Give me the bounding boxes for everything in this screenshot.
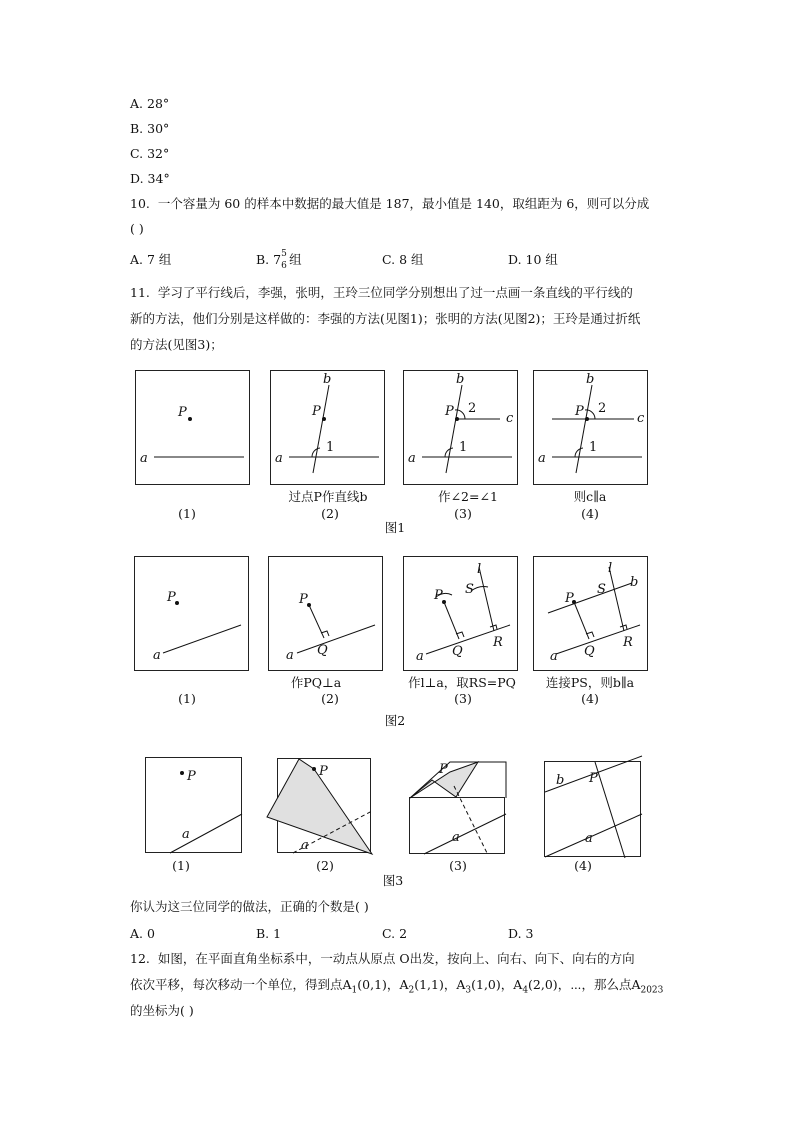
point-a1: $A_1(0,1)$ (342, 977, 387, 996)
q10-option-b: B. 7 5 6 组 (256, 249, 302, 271)
fig3-panel-1 (145, 757, 242, 853)
fig2-caption-3: 作l⊥a，取RS=PQ (408, 675, 516, 690)
q10-stem: 10. 一个容量为 60 的样本中数据的最大值是 187，最小值是 140，取组距为 6，则可以分成 (130, 196, 650, 211)
label-1: 1 (459, 440, 468, 455)
fig1-caption-4: 则c∥a (573, 489, 607, 504)
label-2: 2 (468, 401, 477, 416)
fig3-panel-1-drawing (146, 758, 243, 854)
point-p (188, 417, 192, 421)
line-b (576, 385, 592, 473)
fig1-panel-2 (270, 370, 385, 485)
label-p: P (589, 771, 598, 786)
q9-option-c: C. 32° (130, 146, 170, 161)
point-p (455, 417, 459, 421)
q11-stem-line2: 新的方法，他们分别是这样做的：李强的方法(见图1)；张明的方法(见图2)；王玲是通过折纸 (130, 311, 641, 326)
label-a: a (550, 649, 558, 664)
label-p: P (434, 588, 443, 603)
label-q: Q (584, 644, 595, 659)
fig2-panel-4-drawing (534, 557, 649, 672)
label-s: S (597, 582, 606, 597)
q9-option-a: A. 28° (130, 96, 170, 111)
point-a2: $A_2(1,1)$ (399, 977, 444, 996)
label-a: a (538, 451, 546, 466)
point-p (585, 417, 589, 421)
label-a: a (182, 827, 190, 842)
label-b: b (456, 372, 465, 387)
label-a: a (416, 649, 424, 664)
q12-stem-line3: 的坐标为( ) (130, 1003, 194, 1018)
label-a: a (140, 451, 148, 466)
fig1-sublabel-3: (3) (454, 506, 472, 521)
point-p (322, 417, 326, 421)
label-p: P (445, 404, 454, 419)
fig3-panel-4-drawing (545, 762, 642, 858)
label-c: c (637, 411, 645, 426)
q11-option-a: A. 0 (130, 926, 155, 941)
line-a (545, 814, 642, 857)
label-b: b (556, 773, 565, 788)
fig3-sublabel-2: (2) (316, 858, 334, 873)
label-p: P (565, 591, 574, 606)
line-l (609, 567, 624, 631)
label-a: a (153, 648, 161, 663)
label-a: a (286, 648, 294, 663)
fig3-sublabel-1: (1) (172, 858, 190, 873)
fig1-title: 图1 (384, 520, 406, 535)
point-a3: $A_3(1,0)$ (456, 977, 501, 996)
fig1-caption-2: 过点P作直线b (288, 489, 368, 504)
fig1-panel-3-drawing (404, 371, 519, 486)
label-1: 1 (326, 440, 335, 455)
fig3-panel-2-drawing (278, 759, 372, 854)
label-b: b (586, 372, 595, 387)
label-l: l (477, 562, 482, 577)
line-a (424, 814, 506, 854)
q10-option-c: C. 8 组 (382, 252, 424, 267)
fig2-panel-1-drawing (135, 557, 250, 672)
q11-option-c: C. 2 (382, 926, 408, 941)
fig1-panel-3 (403, 370, 518, 485)
point-a4: $A_4(2,0)$ (513, 977, 558, 996)
fig2-panel-1 (134, 556, 249, 671)
q10-option-a: A. 7 组 (130, 252, 172, 267)
label-p: P (187, 769, 196, 784)
label-a: a (275, 451, 283, 466)
fig2-sublabel-1: (1) (178, 691, 196, 706)
fig3-sublabel-4: (4) (574, 858, 592, 873)
fig2-caption-4: 连接PS，则b∥a (545, 675, 635, 690)
label-2: 2 (598, 401, 607, 416)
label-p: P (319, 764, 328, 779)
q10-option-d: D. 10 组 (508, 252, 558, 267)
fig3-sublabel-3: (3) (449, 858, 467, 873)
q11-option-b: B. 1 (256, 926, 282, 941)
fig2-panel-4 (533, 556, 648, 671)
fig1-sublabel-4: (4) (581, 506, 599, 521)
point-p (180, 771, 184, 775)
fig1-sublabel-2: (2) (321, 506, 339, 521)
q12-stem-line1: 12. 如图，在平面直角坐标系中，一动点从原点 O出发，按向上、向右、向下、向右的方向 (130, 951, 635, 966)
fig2-caption-2: 作PQ⊥a (290, 675, 342, 690)
line-b (446, 385, 462, 473)
label-p: P (312, 404, 321, 419)
q10-paren: ( ) (130, 221, 144, 236)
point-p (312, 767, 316, 771)
fig3-panel-3 (409, 762, 505, 854)
label-b: b (630, 575, 639, 590)
crease-line (595, 762, 625, 858)
label-c: c (506, 411, 514, 426)
fig2-panel-3-drawing (404, 557, 519, 672)
fig1-caption-3: 作∠2=∠1 (438, 489, 498, 504)
q9-option-d: D. 34° (130, 171, 170, 186)
line-b (313, 385, 329, 473)
fig3-title: 图3 (382, 873, 404, 888)
label-a: a (408, 451, 416, 466)
line-l (479, 567, 494, 631)
fig3-panel-3-drawing (410, 762, 506, 855)
label-a: a (585, 831, 593, 846)
q9-option-b: B. 30° (130, 121, 170, 136)
label-p: P (299, 592, 308, 607)
line-a (163, 625, 241, 653)
label-l: l (608, 561, 613, 576)
line-b (548, 583, 632, 613)
q11-stem-line3: 的方法(见图3)； (130, 337, 223, 352)
label-p: P (178, 405, 187, 420)
label-s: S (465, 582, 474, 597)
label-q: Q (317, 643, 328, 658)
line-a (170, 814, 242, 853)
fig3-panel-2 (277, 758, 371, 853)
label-p: P (439, 762, 448, 777)
fig1-panel-1-drawing (136, 371, 251, 486)
label-r: R (623, 635, 633, 650)
label-p: P (167, 590, 176, 605)
fig2-panel-3 (403, 556, 518, 671)
fig1-panel-4-drawing (534, 371, 649, 486)
fig3-panel-4 (544, 761, 641, 857)
q12-stem-line2: 依次平移，每次移动一个单位，得到点$A_1(0,1)$，$A_2(1,1)$，$A_3(1,0)$，$A_4(2,0)$，⋯，那么点$A_{2023}$ (130, 977, 664, 996)
fig2-title: 图2 (384, 713, 406, 728)
fig1-panel-2-drawing (271, 371, 386, 486)
line-a (297, 625, 375, 653)
label-p: P (575, 404, 584, 419)
label-r: R (493, 635, 503, 650)
fig1-sublabel-1: (1) (178, 506, 196, 521)
fig2-sublabel-3: (3) (454, 691, 472, 706)
label-q: Q (452, 644, 463, 659)
fig2-panel-2 (268, 556, 383, 671)
q11-stem-line1: 11. 学习了平行线后，李强，张明，王玲三位同学分别想出了过一点画一条直线的平行线的 (130, 285, 633, 300)
fig2-panel-2-drawing (269, 557, 384, 672)
q11-question: 你认为这三位同学的做法，正确的个数是( ) (130, 899, 369, 914)
label-1: 1 (589, 440, 598, 455)
fig1-panel-1 (135, 370, 250, 485)
q11-option-d: D. 3 (508, 926, 534, 941)
point-a2023: $A_{2023}$ (631, 977, 664, 996)
label-b: b (323, 372, 332, 387)
label-a: a (301, 838, 309, 853)
fig2-sublabel-2: (2) (321, 691, 339, 706)
fig2-sublabel-4: (4) (581, 691, 599, 706)
fig1-panel-4 (533, 370, 648, 485)
label-a: a (452, 830, 460, 845)
